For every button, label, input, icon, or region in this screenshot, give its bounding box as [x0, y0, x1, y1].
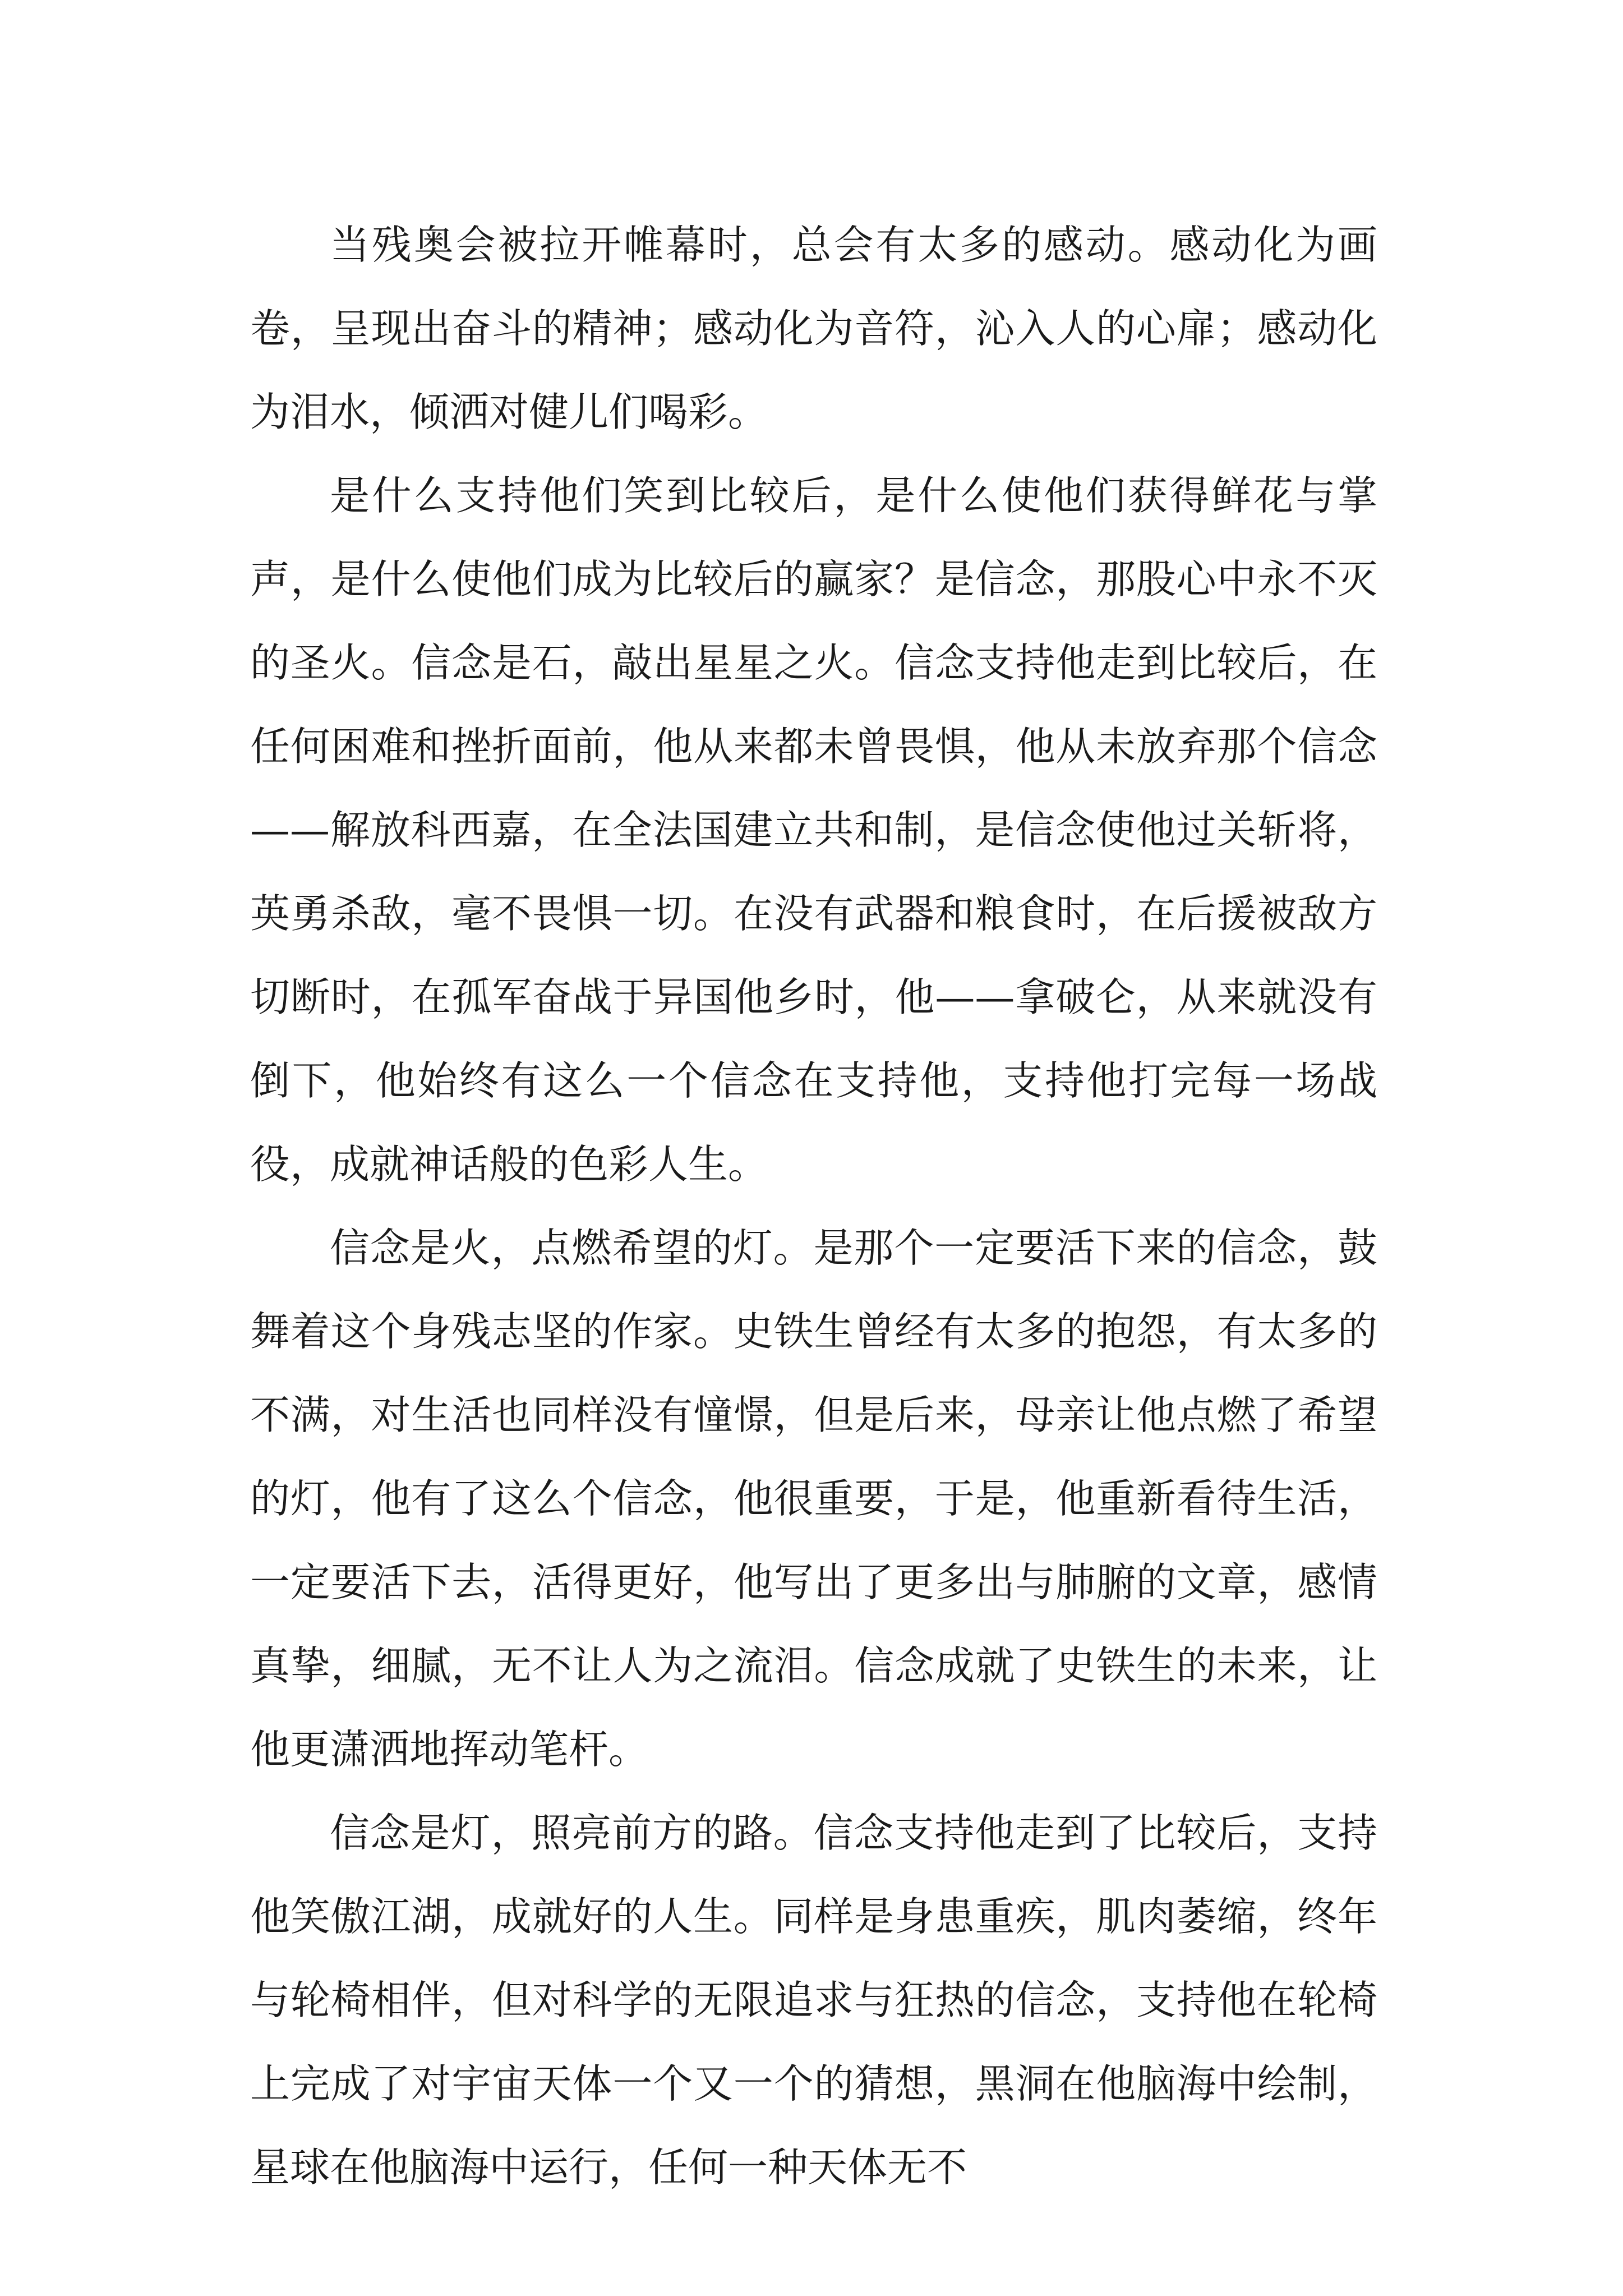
paragraph-4: 信念是灯，照亮前方的路。信念支持他走到了比较后，支持他笑傲江湖，成就好的人生。同样是身患重疾，肌肉萎缩，终年与轮椅相伴，但对科学的无限追求与狂热的信念，支持他在轮椅上完成了对宇宙天体一个又一个的猜想，黑洞在他脑海中绘制，星球在他脑海中运行，任何一种天体无不 — [250, 1810, 1377, 2191]
article-body — [250, 203, 1377, 2209]
paragraph-3: 信念是火，点燃希望的灯。是那个一定要活下来的信念，鼓舞着这个身残志坚的作家。史铁生曾经有太多的抱怨，有太多的不满，对生活也同样没有憧憬，但是后来，母亲让他点燃了希望的灯，他有了这么个信念，他很重要，于是，他重新看待生活，一定要活下去，活得更好，他写出了更多出与肺腑的文章，感情真挚，细腻，无不让人为之流泪。信念成就了史铁生的未来，让他更潇洒地挥动笔杆。 — [250, 1225, 1377, 1773]
paragraph-1: 当残奥会被拉开帷幕时，总会有太多的感动。感动化为画卷，呈现出奋斗的精神；感动化为音符，沁入人的心扉；感动化为泪水，倾洒对健儿们喝彩。 — [250, 222, 1377, 435]
paragraph-2: 是什么支持他们笑到比较后，是什么使他们获得鲜花与掌声，是什么使他们成为比较后的赢家？是信念，那股心中永不灭的圣火。信念是石，敲出星星之火。信念支持他走到比较后，在任何困难和挫折面前，他从来都未曾畏惧，他从未放弃那个信念——解放科西嘉，在全法国建立共和制，是信念使他过关斩将，英勇杀敌，毫不畏惧一切。在没有武器和粮食时，在后援被敌方切断时，在孤军奋战于异国他乡时，他——拿破仑，从来就没有倒下，他始终有这么一个信念在支持他，支持他打完每一场战役，成就神话般的色彩人生。 — [250, 472, 1377, 1188]
